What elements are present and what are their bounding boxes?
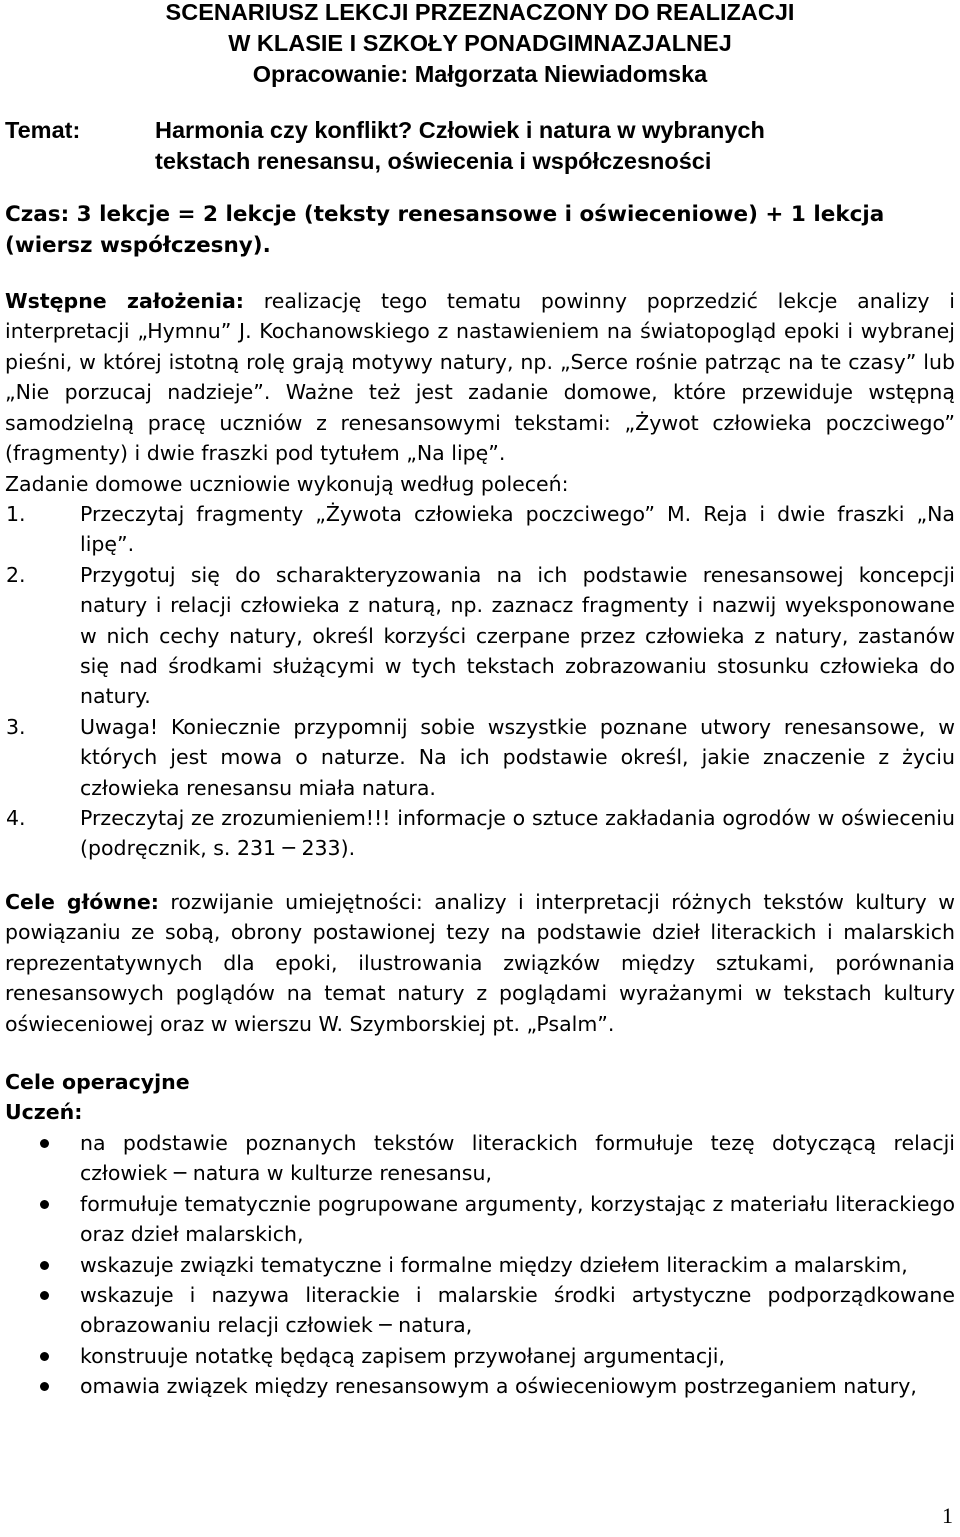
main-goals-text: rozwijanie umiejętności: analizy i interpretacji różnych tekstów kultury w powiązaniu ze sobą, obrony postawionej tezy na podstawie dzieł literackich i malarskich reprezentatywnych dla epoki, ilustrowania związków między sztukami, porównania renesansowych poglądów na temat natury z poglądami wyrażanymi w tekstach kultury oświeceniowej oraz w wierszu W. Szymborskiej pt. „Psalm”.: [5, 890, 956, 1036]
topic-line-2: tekstach renesansu, oświecenia i współczesności: [155, 148, 712, 174]
task-item: [0, 803, 955, 864]
task-number: 3.: [6, 714, 26, 739]
goal-text: omawia związek między renesansowym a oświeceniowym postrzeganiem natury,: [80, 1374, 917, 1399]
task-number: 2.: [6, 562, 26, 587]
task-number: 1.: [6, 502, 26, 526]
homework-intro: Zadanie domowe uczniowie wykonują według poleceń:: [5, 472, 569, 496]
operational-goals-subheading: Uczeń:: [5, 1100, 83, 1124]
task-item: [0, 499, 955, 560]
goal-text: na podstawie poznanych tekstów literackich formułuje tezę dotyczącą relacji człowiek ─ natura w kulturze renesansu,: [80, 1131, 955, 1186]
main-goals-paragraph: [5, 887, 955, 1039]
homework-task-list: [0, 499, 955, 864]
time-line-1: Czas: 3 lekcje = 2 lekcje (teksty renesansowe i oświeceniowe) + 1 lekcja: [5, 202, 885, 227]
page-number: 1: [942, 1503, 953, 1528]
goal-text: formułuje tematycznie pogrupowane argumenty, korzystając z materiału literackiego oraz dzieł malarskich,: [80, 1191, 955, 1247]
assumptions-text: realizację tego tematu powinny poprzedzić lekcje analizy i interpretacji „Hymnu” J. Kochanowskiego z nastawieniem na światopogląd epoki i wybranej pieśni, w której istotną rolę grają motywy natury, np. „Serce rośnie patrząc na te czasy” lub „Nie porzucaj nadzieje”. Ważne też jest zadanie domowe, które przewiduje wstępną samodzielną pracę uczniów z renesansowymi tekstami: „Żywot człowieka poczciwego” (fragmenty) i dwie fraszki pod tytułem „Na lipę”.: [5, 289, 955, 466]
bullet-icon: [40, 1261, 49, 1270]
topic-label: Temat:: [5, 117, 81, 143]
goal-item: [0, 1250, 955, 1280]
assumptions-paragraph: [5, 286, 955, 468]
bullet-icon: [40, 1139, 49, 1148]
operational-goals-list: [0, 1128, 955, 1402]
time-line-2: (wiersz współczesny).: [5, 233, 271, 258]
bullet-icon: [40, 1382, 49, 1391]
header-author: Opracowanie: Małgorzata Niewiadomska: [252, 61, 708, 87]
task-text: Przygotuj się do scharakteryzowania na ich podstawie renesansowej koncepcji natury i relacji człowieka z naturą, np. zaznacz fragmenty i nazwij wyeksponowane w nich cechy natury, określ korzyści czerpane przez człowieka z natury, zastanów się nad środkami służącymi w tych tekstach zobrazowaniu stosunku człowieka do natury.: [80, 562, 955, 709]
header-line-1: SCENARIUSZ LEKCJI PRZEZNACZONY DO REALIZACJI: [165, 0, 795, 25]
goal-item: [0, 1128, 955, 1189]
task-item: [0, 712, 955, 803]
bullet-icon: [40, 1291, 49, 1300]
assumptions-label: Wstępne założenia:: [5, 289, 245, 313]
goal-text: wskazuje związki tematyczne i formalne między dziełem literackim a malarskim,: [80, 1252, 908, 1277]
main-goals-label: Cele główne:: [5, 890, 159, 914]
goal-item: [0, 1280, 955, 1341]
task-item: [0, 560, 955, 712]
task-number: 4.: [6, 806, 26, 831]
bullet-icon: [40, 1200, 49, 1209]
goal-text: konstruuje notatkę będącą zapisem przywołanej argumentacji,: [80, 1343, 725, 1368]
operational-goals-heading: Cele operacyjne: [5, 1070, 190, 1094]
topic-line-1: Harmonia czy konflikt? Człowiek i natura w wybranych: [155, 117, 765, 143]
goal-text: wskazuje i nazywa literackie i malarskie środki artystyczne podporządkowane obrazowaniu relacji człowiek ─ natura,: [80, 1283, 955, 1338]
goal-item: [0, 1371, 955, 1401]
task-text: Przeczytaj ze zrozumieniem!!! informacje o sztuce zakładania ogrodów w oświeceniu (podręcznik, s. 231 ─ 233).: [80, 806, 955, 861]
header-line-2: W KLASIE I SZKOŁY PONADGIMNAZJALNEJ: [228, 30, 732, 56]
goal-item: [0, 1189, 955, 1250]
task-text: Przeczytaj fragmenty „Żywota człowieka poczciwego” M. Reja i dwie fraszki „Na lipę”.: [80, 502, 955, 557]
goal-item: [0, 1341, 955, 1371]
bullet-icon: [40, 1352, 49, 1361]
task-text: Uwaga! Koniecznie przypomnij sobie wszystkie poznane utwory renesansowe, w których jest mowa o naturze. Na ich podstawie określ, jakie znaczenie z życiu człowieka renesansu miała natura.: [80, 714, 955, 800]
